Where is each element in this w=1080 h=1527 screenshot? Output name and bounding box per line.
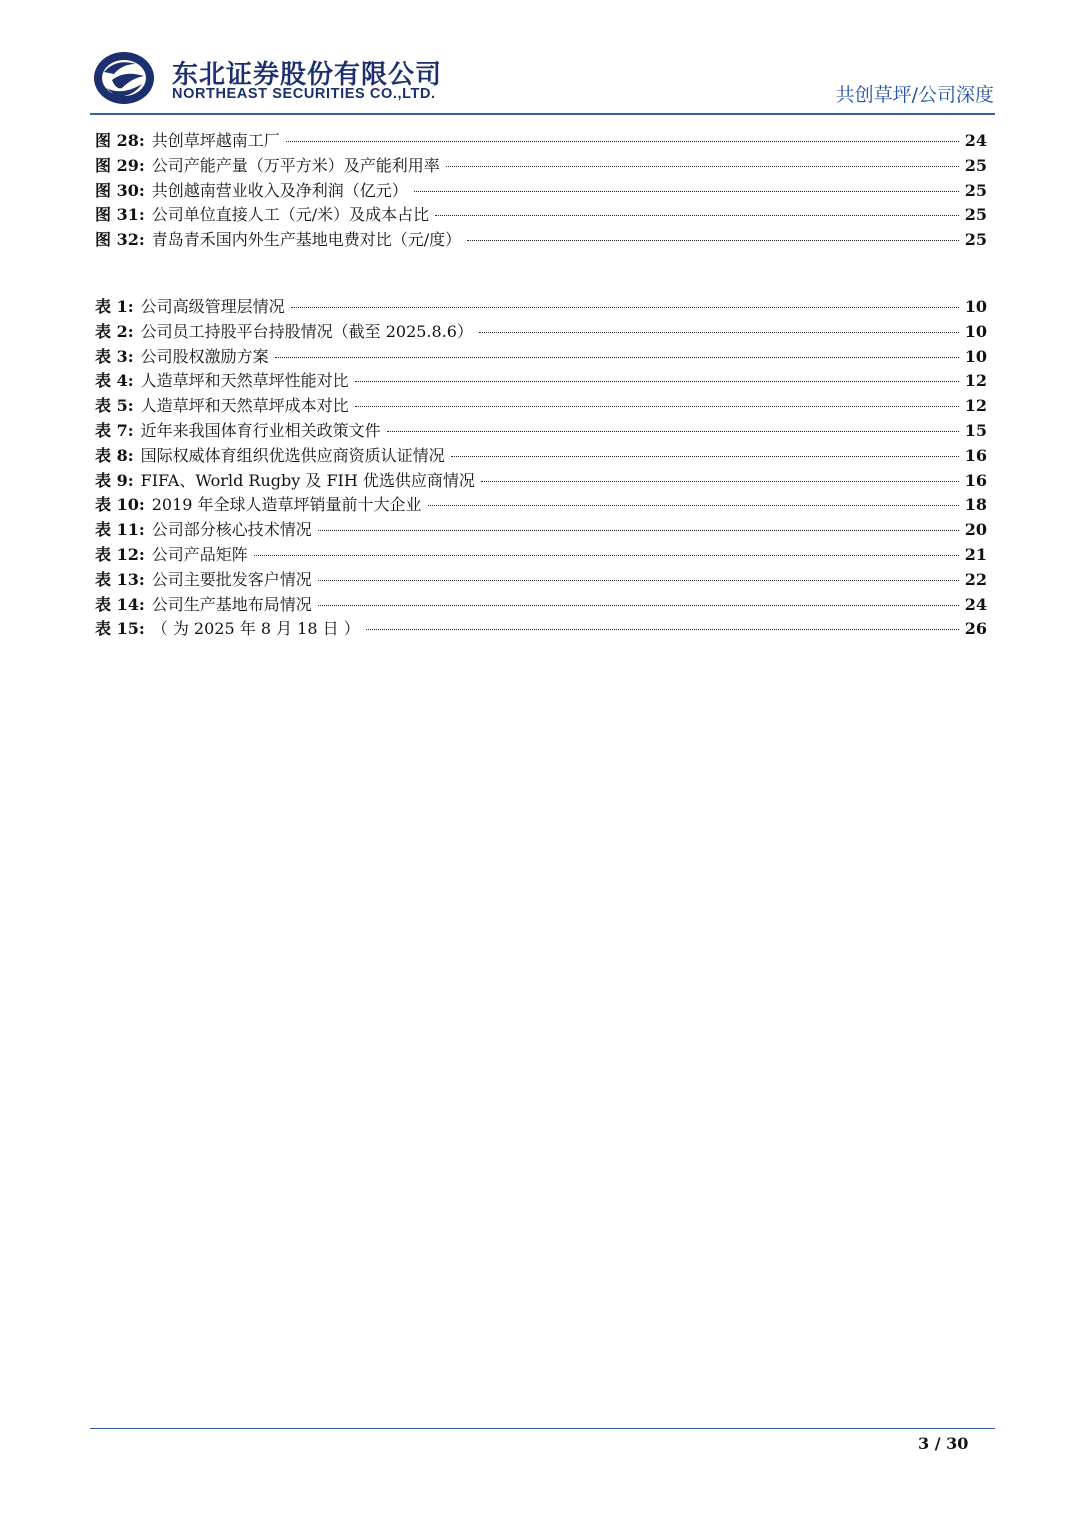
entry-label: 表 10: <box>95 495 145 515</box>
dot-leader <box>366 629 959 630</box>
entry-page: 15 <box>964 420 987 440</box>
dot-leader <box>318 580 959 581</box>
entry-label: 表 3: <box>95 346 134 366</box>
toc-entry[interactable] <box>95 129 987 154</box>
entry-title: 人造草坪和天然草坪成本对比 <box>140 396 349 416</box>
toc-entry[interactable] <box>95 469 987 494</box>
toc-entry[interactable] <box>95 617 987 642</box>
entry-title: 公司单位直接人工（元/米）及成本占比 <box>151 205 430 225</box>
toc-entry[interactable] <box>95 228 987 253</box>
entry-title: 国际权威体育组织优选供应商资质认证情况 <box>140 445 445 465</box>
entry-label: 表 2: <box>95 321 134 341</box>
entry-label: 图 28: <box>95 131 145 150</box>
entry-page: 21 <box>964 544 987 564</box>
entry-page: 10 <box>964 321 987 341</box>
northeast-securities-logo-icon <box>92 50 156 106</box>
entry-label: 表 12: <box>95 544 145 564</box>
entry-page: 25 <box>964 230 987 250</box>
dot-leader <box>414 191 959 192</box>
entry-label: 图 31: <box>95 205 145 225</box>
dot-leader <box>435 215 959 216</box>
toc-entry[interactable] <box>95 295 987 320</box>
toc-entry[interactable] <box>95 320 987 345</box>
entry-label: 表 14: <box>95 594 145 614</box>
footer-divider <box>90 1428 995 1429</box>
entry-title: FIFA、World Rugby 及 FIH 优选供应商情况 <box>140 470 475 490</box>
dot-leader <box>387 431 959 432</box>
toc-entry[interactable] <box>95 444 987 469</box>
entry-title: （ 为 2025 年 8 月 18 日 ） <box>151 619 360 639</box>
entry-title: 公司主要批发客户情况 <box>151 569 312 589</box>
entry-title: 2019 年全球人造草坪销量前十大企业 <box>151 495 422 515</box>
toc-entry[interactable] <box>95 518 987 543</box>
entry-title: 人造草坪和天然草坪性能对比 <box>140 371 349 391</box>
entry-page: 18 <box>964 495 987 515</box>
entry-page: 10 <box>964 346 987 366</box>
dot-leader <box>286 141 959 142</box>
entry-page: 16 <box>964 470 987 490</box>
entry-page: 22 <box>964 569 987 589</box>
dot-leader <box>355 381 959 382</box>
toc-entry[interactable] <box>95 369 987 394</box>
entry-label: 图 30: <box>95 180 145 200</box>
entry-page: 10 <box>964 297 987 316</box>
dot-leader <box>481 481 959 482</box>
entry-label: 表 7: <box>95 420 134 440</box>
entry-page: 25 <box>964 180 987 200</box>
dot-leader <box>467 240 959 241</box>
page-header <box>90 48 1000 112</box>
toc-entry[interactable] <box>95 179 987 204</box>
entry-title: 公司员工持股平台持股情况（截至 2025.8.6） <box>140 321 473 341</box>
dot-leader <box>355 406 959 407</box>
figure-list <box>95 129 987 253</box>
entry-label: 表 5: <box>95 396 134 416</box>
toc-entry[interactable] <box>95 203 987 228</box>
entry-page: 12 <box>964 371 987 391</box>
entry-title: 公司生产基地布局情况 <box>151 594 312 614</box>
dot-leader <box>275 357 959 358</box>
entry-title: 公司高级管理层情况 <box>140 297 285 316</box>
company-name-cn: 东北证券股份有限公司 <box>172 60 443 90</box>
toc-entry[interactable] <box>95 394 987 419</box>
entry-title: 共创草坪越南工厂 <box>151 131 280 150</box>
toc-entry[interactable] <box>95 593 987 618</box>
entry-label: 表 9: <box>95 470 134 490</box>
entry-label: 表 8: <box>95 445 134 465</box>
entry-title: 公司产品矩阵 <box>151 544 248 564</box>
dot-leader <box>479 332 959 333</box>
entry-title: 公司部分核心技术情况 <box>151 520 312 540</box>
entry-page: 24 <box>964 594 987 614</box>
entry-label: 表 4: <box>95 371 134 391</box>
entry-title: 公司股权激励方案 <box>140 346 269 366</box>
entry-title: 公司产能产量（万平方米）及产能利用率 <box>151 155 440 175</box>
toc-entry[interactable] <box>95 419 987 444</box>
entry-page: 25 <box>964 205 987 225</box>
entry-title: 青岛青禾国内外生产基地电费对比（元/度） <box>151 230 462 250</box>
header-divider <box>90 113 995 115</box>
entry-page: 16 <box>964 445 987 465</box>
toc-entry[interactable] <box>95 154 987 179</box>
company-name-en: NORTHEAST SECURITIES CO.,LTD. <box>172 86 436 102</box>
toc-entry[interactable] <box>95 345 987 370</box>
entry-page: 12 <box>964 396 987 416</box>
table-list <box>95 295 987 642</box>
dot-leader <box>318 530 959 531</box>
report-tag: 共创草坪/公司深度 <box>835 84 994 106</box>
dot-leader <box>318 605 959 606</box>
entry-label: 表 1: <box>95 297 134 316</box>
dot-leader <box>291 307 959 308</box>
entry-label: 图 32: <box>95 230 145 250</box>
dot-leader <box>428 505 959 506</box>
dot-leader <box>254 555 959 556</box>
entry-page: 26 <box>964 619 987 639</box>
toc-entry[interactable] <box>95 543 987 568</box>
entry-title: 近年来我国体育行业相关政策文件 <box>140 420 381 440</box>
entry-label: 表 15: <box>95 619 145 639</box>
page-number: 3 / 30 <box>918 1434 969 1453</box>
dot-leader <box>451 456 959 457</box>
entry-label: 图 29: <box>95 155 145 175</box>
entry-page: 20 <box>964 520 987 540</box>
toc-entry[interactable] <box>95 493 987 518</box>
entry-page: 24 <box>964 131 987 150</box>
entry-page: 25 <box>964 155 987 175</box>
dot-leader <box>446 166 959 167</box>
entry-label: 表 11: <box>95 520 145 540</box>
entry-title: 共创越南营业收入及净利润（亿元） <box>151 180 408 200</box>
toc-entry[interactable] <box>95 568 987 593</box>
entry-label: 表 13: <box>95 569 145 589</box>
